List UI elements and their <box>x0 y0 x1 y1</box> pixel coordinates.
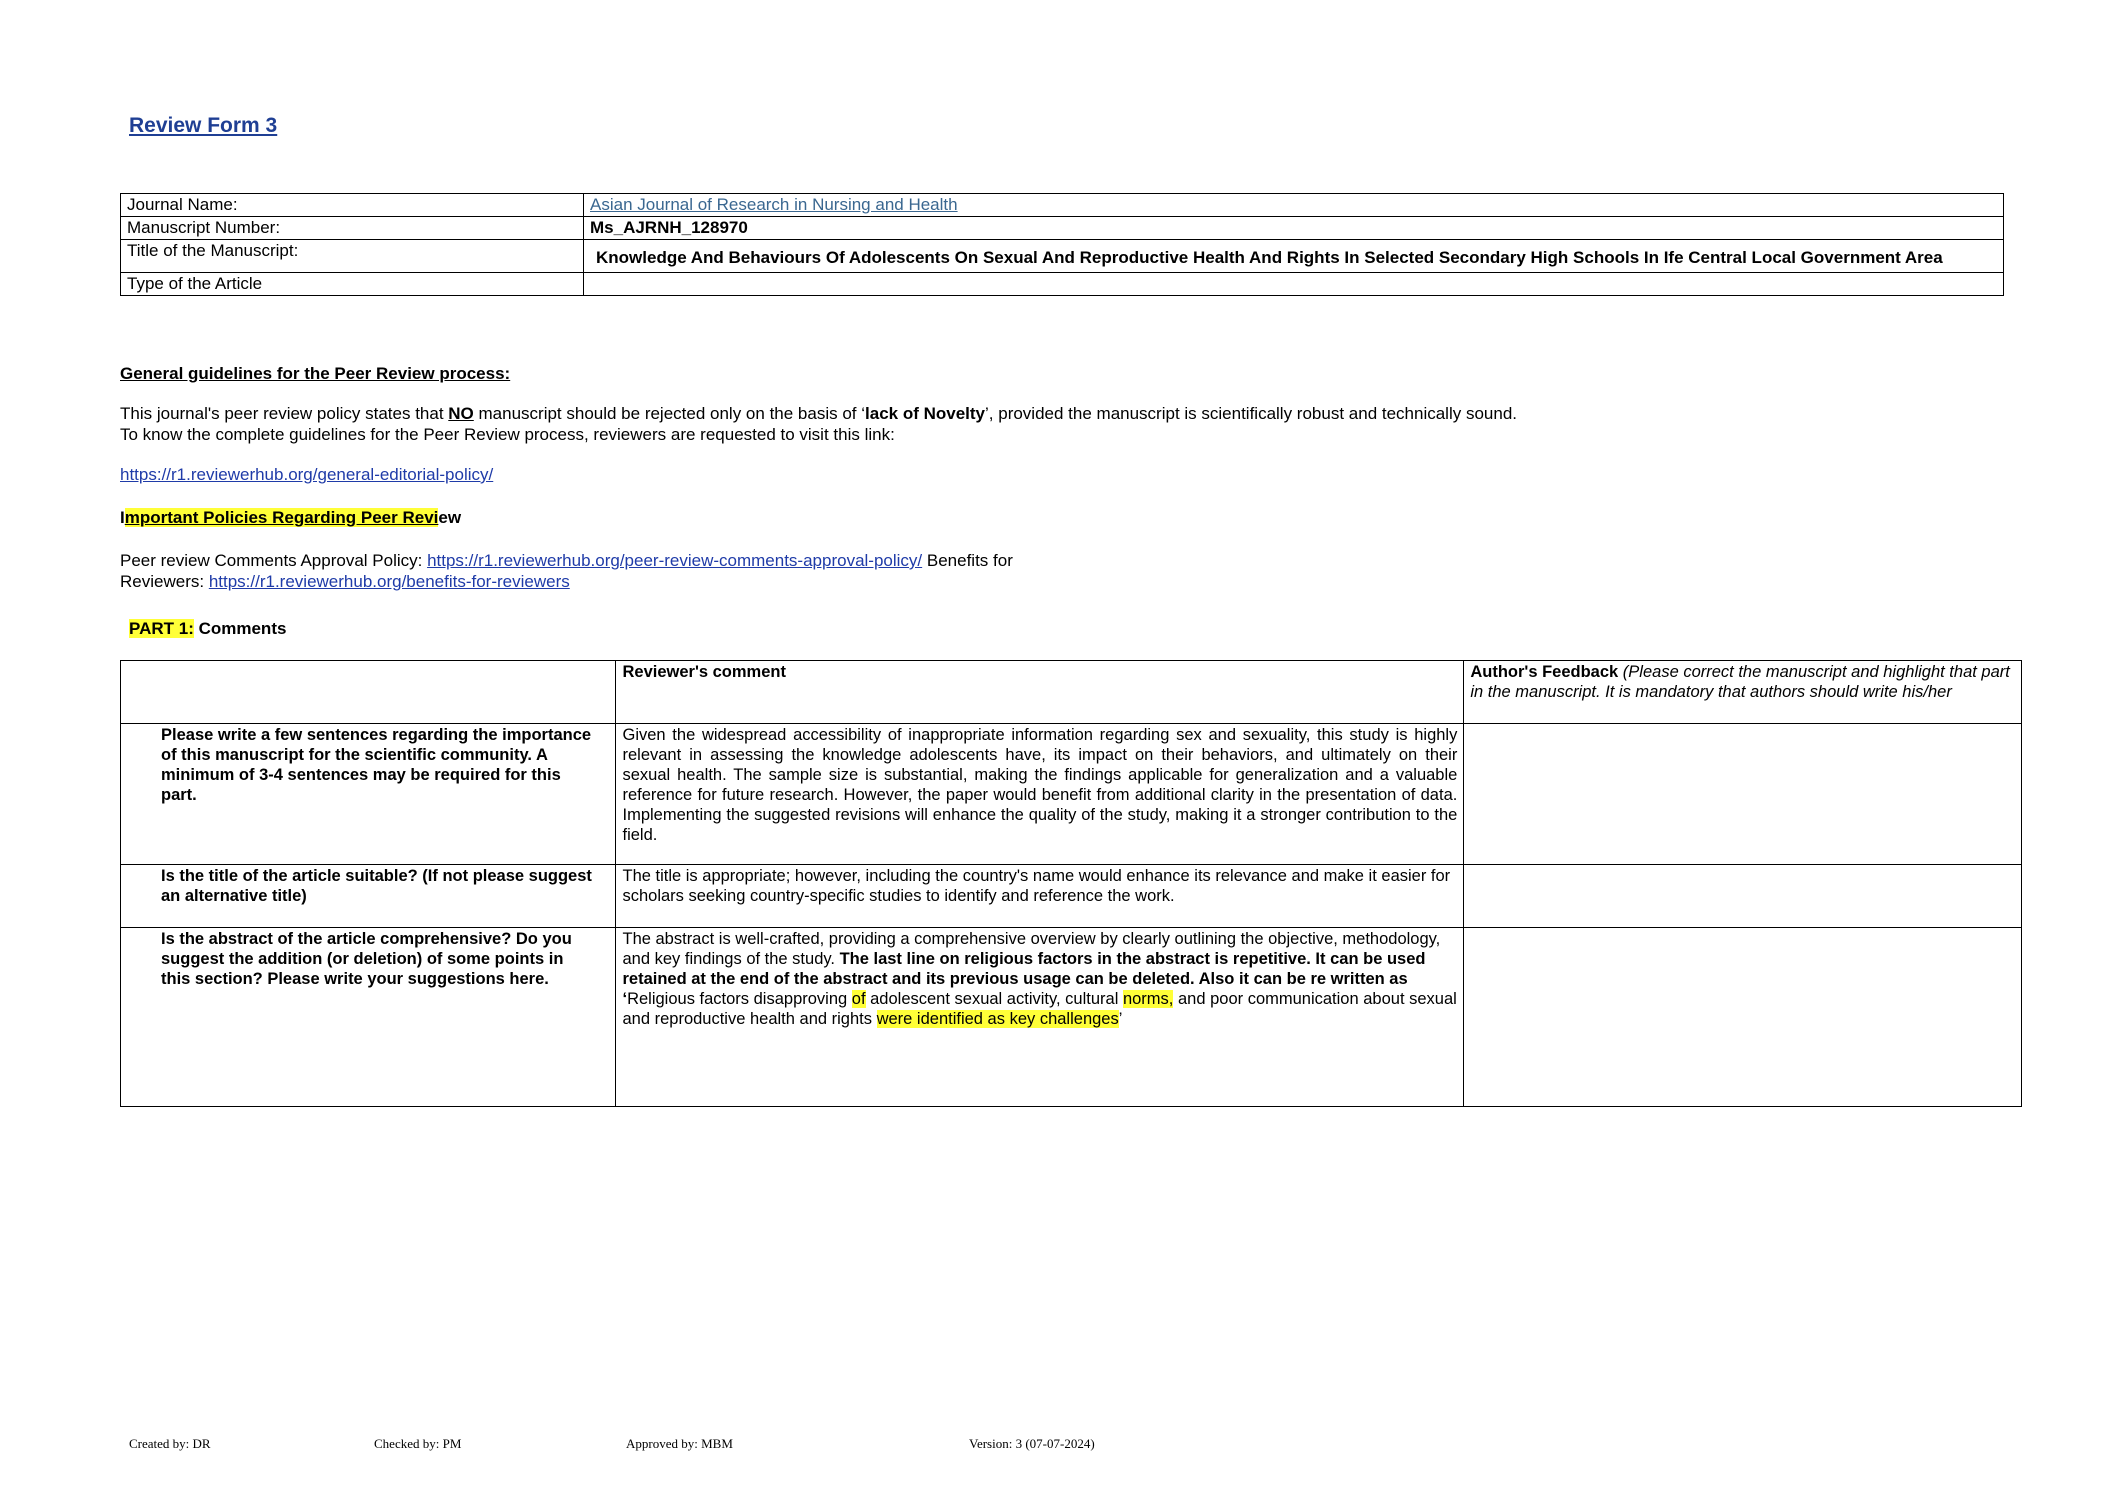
manuscript-info-table <box>120 193 2004 296</box>
reviewer-comment-abstract <box>616 928 1464 1107</box>
policy-no-emphasis: NO <box>448 404 474 423</box>
editorial-policy-link[interactable]: https://r1.reviewerhub.org/general-editorial-policy/ <box>120 465 494 484</box>
header-empty-cell <box>121 661 616 724</box>
abstract-comment-c: Religious factors disapproving <box>627 990 852 1008</box>
footer-checked: Checked by: PM <box>374 1436 462 1451</box>
abstract-highlight-3: were identified as key challenges <box>876 1010 1119 1028</box>
policy-novelty: lack of Novelty <box>865 404 986 423</box>
footer-approved: Approved by: MBM <box>626 1436 733 1451</box>
table-row <box>121 928 2022 1107</box>
abstract-comment-d: adolescent sexual activity, cultural <box>865 990 1123 1008</box>
author-feedback-cell[interactable] <box>1464 928 2022 1107</box>
manuscript-label: Manuscript Number: <box>121 217 584 240</box>
policy-text <box>120 403 1530 445</box>
policy-text-part2: manuscript should be rejected only on the basis of ‘ <box>473 404 866 423</box>
abstract-comment-a: The abstract is well-crafted, providing a comprehensive overview by clearly outlining the objective, methodology, and key findings of the study. <box>622 930 1441 968</box>
title-label: Title of the Manuscript: <box>121 240 584 273</box>
manuscript-value: Ms_AJRNH_128970 <box>584 217 2004 240</box>
manuscript-row <box>121 217 2004 240</box>
type-row <box>121 273 2004 296</box>
approval-policy-text <box>120 550 1020 592</box>
title-value: Knowledge And Behaviours Of Adolescents On Sexual And Reproductive Health And Rights In Selected Secondary High Schools In Ife Central Local Government Area <box>584 240 2004 273</box>
abstract-comment-e: and poor communication about sexual and reproductive health and rights <box>622 990 1457 1028</box>
abstract-comment-b: The last line on religious factors in the abstract is repetitive. It can be used retained at the end of the abstract and its previous usage can be deleted. Also it can be re written as ‘ <box>622 950 1426 1008</box>
question-importance: Please write a few sentences regarding the importance of this manuscript for the scientific community. A minimum of 3-4 sentences may be required for this part. <box>121 724 616 865</box>
important-policies-heading <box>120 508 461 528</box>
question-abstract: Is the abstract of the article comprehensive? Do you suggest the addition (or deletion) of some points in this section? Please write your suggestions here. <box>121 928 616 1107</box>
journal-row <box>121 194 2004 217</box>
abstract-comment-f: ’ <box>1118 1010 1123 1028</box>
header-reviewer-comment: Reviewer's comment <box>616 661 1464 724</box>
type-value <box>584 273 2004 296</box>
journal-label: Journal Name: <box>121 194 584 217</box>
part1-heading <box>129 619 286 639</box>
author-feedback-cell[interactable] <box>1464 865 2022 928</box>
approval-label: Peer review Comments Approval Policy: <box>120 551 428 570</box>
important-heading-first: I <box>120 508 125 527</box>
comments-table <box>120 660 2022 1107</box>
abstract-highlight-1: of <box>851 990 866 1008</box>
benefits-link[interactable]: https://r1.reviewerhub.org/benefits-for-reviewers <box>208 572 570 591</box>
question-title: Is the title of the article suitable? (If not please suggest an alternative title) <box>121 865 616 928</box>
author-feedback-label: Author's Feedback <box>1470 663 1619 681</box>
part1-label: PART 1: <box>129 619 194 638</box>
policy-text-part3: ’, provided the manuscript is scientifically robust and technically sound. To know the complete guidelines for the Peer Review process, reviewers are requested to visit this link: <box>120 404 1518 444</box>
form-title: Review Form 3 <box>129 114 278 137</box>
guidelines-heading: General guidelines for the Peer Review process: <box>120 364 511 383</box>
comments-header-row <box>121 661 2022 724</box>
benefits-label: Benefits for Reviewers: <box>120 551 1013 591</box>
approval-policy-link[interactable]: https://r1.reviewerhub.org/peer-review-comments-approval-policy/ <box>427 551 923 570</box>
title-row <box>121 240 2004 273</box>
author-feedback-cell[interactable] <box>1464 724 2022 865</box>
footer-version: Version: 3 (07-07-2024) <box>969 1436 1095 1451</box>
header-author-feedback <box>1464 661 2022 724</box>
policy-text-part1: This journal's peer review policy states that <box>120 404 449 423</box>
important-heading-highlight: mportant Policies Regarding Peer Revi <box>124 508 439 527</box>
abstract-highlight-2: norms, <box>1122 990 1174 1008</box>
author-feedback-instruction: (Please correct the manuscript and highlight that part in the manuscript. It is mandatory that authors should write his/her <box>1470 663 2010 701</box>
editorial-policy-link-wrap <box>120 465 493 485</box>
journal-link[interactable]: Asian Journal of Research in Nursing and Health <box>590 195 958 214</box>
type-label: Type of the Article <box>121 273 584 296</box>
table-row <box>121 724 2022 865</box>
part1-title: Comments <box>193 619 287 638</box>
reviewer-comment-importance: Given the widespread accessibility of inappropriate information regarding sex and sexuality, this study is highly relevant in assessing the knowledge adolescents have, its impact on their behaviors, and ultimately on their sexual health. The sample size is substantial, making the findings applicable for generalization and a valuable reference for future research. However, the paper would benefit from additional clarity in the presentation of data. Implementing the suggested revisions will enhance the quality of the study, making it a stronger contribution to the field. <box>616 724 1464 865</box>
journal-value <box>584 194 2004 217</box>
reviewer-comment-title: The title is appropriate; however, including the country's name would enhance its relevance and make it easier for scholars seeking country-specific studies to identify and reference the work. <box>616 865 1464 928</box>
footer-created: Created by: DR <box>129 1436 211 1451</box>
table-row <box>121 865 2022 928</box>
important-heading-end: ew <box>438 508 462 527</box>
